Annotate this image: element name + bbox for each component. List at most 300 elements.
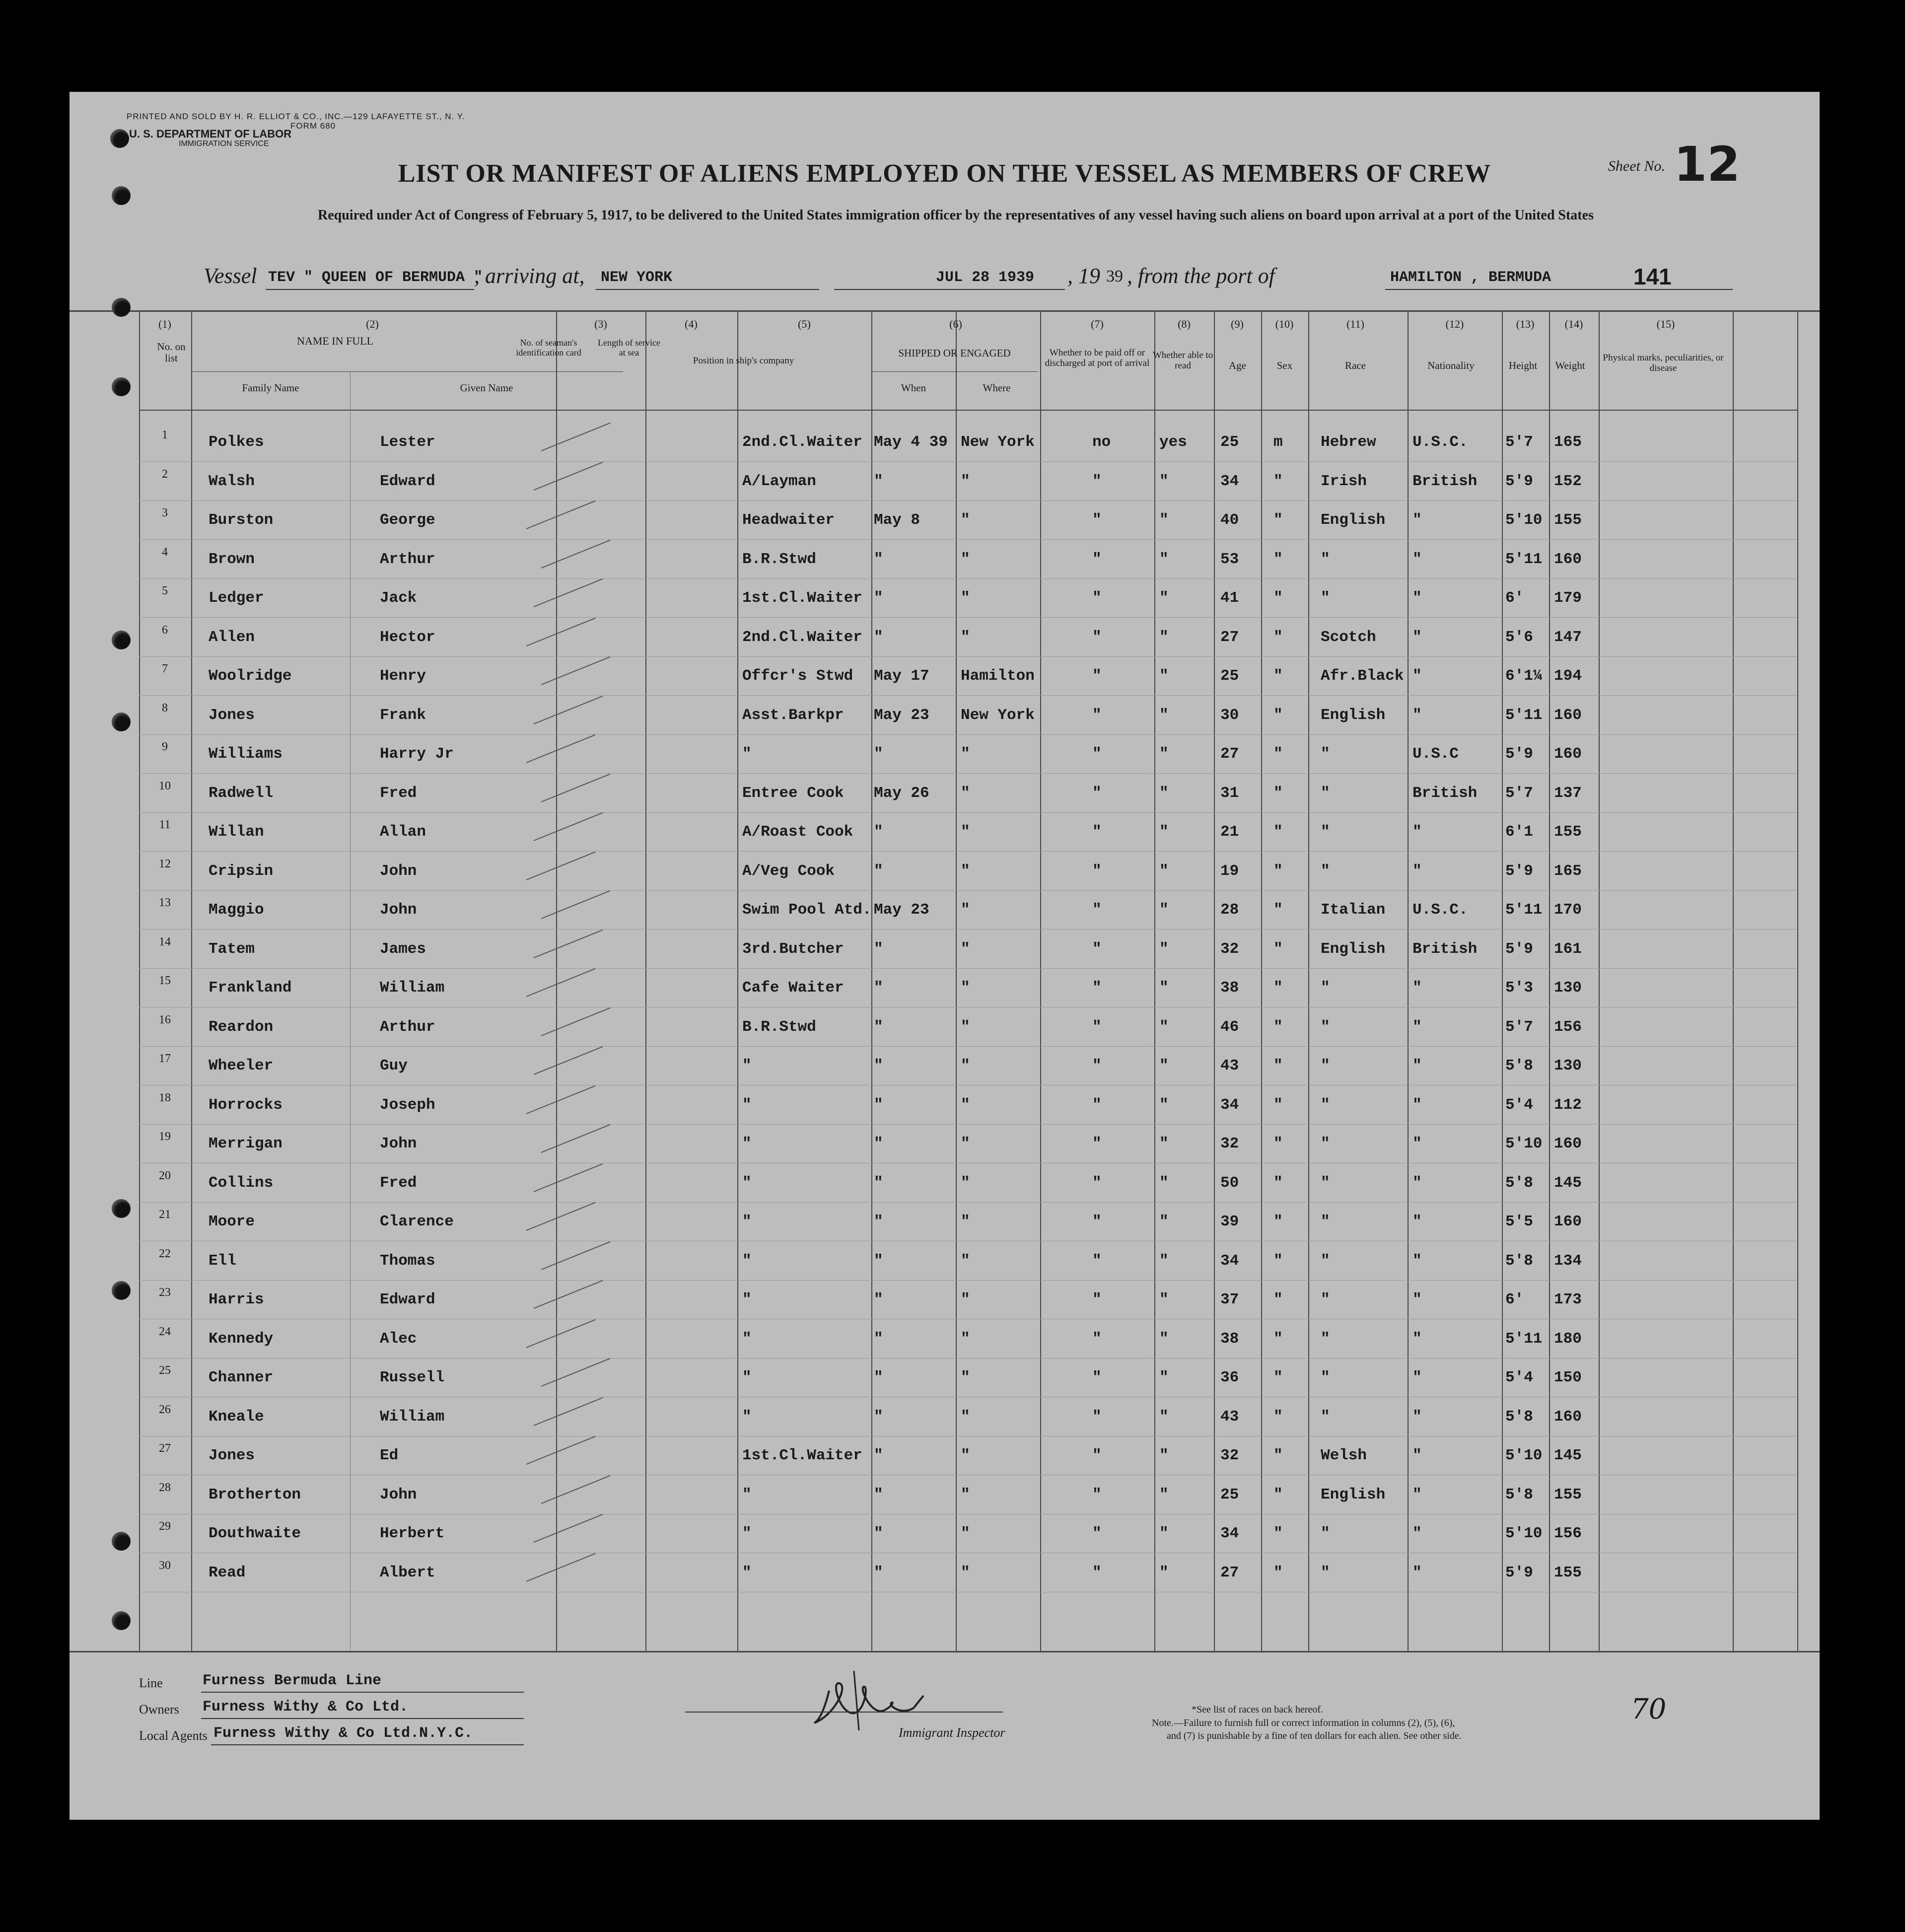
cell-race: "	[1321, 1291, 1330, 1308]
cell-family: Allen	[209, 628, 255, 646]
cell-age: 40	[1220, 511, 1239, 529]
cell-sex: "	[1273, 1486, 1283, 1503]
row-number: 19	[159, 1130, 171, 1143]
header-weight: Weight	[1555, 359, 1585, 371]
service-name: IMMIGRATION SERVICE	[179, 140, 269, 148]
cell-sex: "	[1273, 1447, 1283, 1464]
row-rule	[139, 1202, 1797, 1203]
row-number: 29	[159, 1520, 171, 1533]
cell-race: "	[1321, 979, 1330, 997]
check-mark	[534, 929, 603, 958]
cell-read: "	[1159, 1018, 1169, 1036]
row-number: 1	[162, 429, 168, 441]
cell-when: "	[874, 823, 883, 841]
cell-read: "	[1159, 745, 1169, 763]
cell-nat: "	[1412, 1018, 1422, 1036]
column-rule	[1549, 310, 1550, 1651]
cell-given: Frank	[380, 706, 426, 724]
cell-where: "	[961, 1174, 970, 1192]
column-rule	[1797, 310, 1798, 1651]
cell-family: Tatem	[209, 940, 255, 958]
cell-position: "	[742, 1252, 752, 1270]
cell-sex: "	[1273, 1408, 1283, 1426]
punch-hole	[112, 377, 131, 396]
cell-age: 32	[1220, 1135, 1239, 1152]
cell-given: William	[380, 979, 445, 997]
cell-given: Guy	[380, 1057, 408, 1074]
cell-race: Hebrew	[1321, 433, 1376, 451]
cell-paid: "	[1092, 940, 1102, 958]
cell-sex: "	[1273, 628, 1283, 646]
cell-height: 5'9	[1505, 862, 1533, 880]
cell-weight: 173	[1554, 1291, 1582, 1308]
cell-paid: "	[1092, 823, 1102, 841]
cell-given: John	[380, 1486, 417, 1503]
check-mark	[526, 501, 596, 529]
row-number: 7	[162, 662, 168, 675]
cell-sex: "	[1273, 1564, 1283, 1581]
cell-read: "	[1159, 550, 1169, 568]
cell-sex: "	[1273, 706, 1283, 724]
cell-position: Asst.Barkpr	[742, 706, 844, 724]
cell-where: "	[961, 1564, 970, 1581]
vessel-line	[204, 263, 1743, 293]
cell-paid: "	[1092, 784, 1102, 802]
cell-height: 5'10	[1505, 1447, 1543, 1464]
cell-read: "	[1159, 901, 1169, 919]
header-given: Given Name	[460, 382, 513, 394]
cell-when: "	[874, 1408, 883, 1426]
cell-when: May 8	[874, 511, 920, 529]
row-number: 26	[159, 1403, 171, 1416]
cell-position: "	[742, 1564, 752, 1581]
cell-where: "	[961, 1330, 970, 1348]
cell-age: 32	[1220, 940, 1239, 958]
cell-where: "	[961, 1018, 970, 1036]
cell-paid: "	[1092, 862, 1102, 880]
cell-given: Arthur	[380, 1018, 435, 1036]
cell-position: A/Roast Cook	[742, 823, 853, 841]
cell-age: 21	[1220, 823, 1239, 841]
cell-where: "	[961, 628, 970, 646]
cell-where: "	[961, 901, 970, 919]
cell-weight: 112	[1554, 1096, 1582, 1114]
cell-sex: "	[1273, 1525, 1283, 1542]
cell-age: 30	[1220, 706, 1239, 724]
column-rule	[1502, 310, 1503, 1651]
cell-race: Irish	[1321, 472, 1367, 490]
column-rule	[737, 310, 738, 1651]
cell-paid: "	[1092, 1174, 1102, 1192]
cell-weight: 156	[1554, 1525, 1582, 1542]
cell-position: A/Layman	[742, 472, 816, 490]
row-rule	[139, 968, 1797, 969]
cell-age: 37	[1220, 1291, 1239, 1308]
cell-given: Herbert	[380, 1525, 445, 1542]
cell-weight: 160	[1554, 1135, 1582, 1152]
cell-paid: "	[1092, 1408, 1102, 1426]
cell-age: 34	[1220, 1096, 1239, 1114]
shipped-subheader-rule	[871, 371, 1038, 372]
row-rule	[139, 890, 1797, 891]
stamp-number: 141	[1633, 264, 1672, 289]
cell-where: "	[961, 472, 970, 490]
check-mark	[526, 1319, 596, 1348]
cell-age: 31	[1220, 784, 1239, 802]
cell-position: "	[742, 1057, 752, 1074]
cell-sex: "	[1273, 1291, 1283, 1308]
cell-position: Headwaiter	[742, 511, 835, 529]
cell-where: Hamilton	[961, 667, 1035, 685]
cell-height: 5'9	[1505, 472, 1533, 490]
departure-port: HAMILTON , BERMUDA	[1390, 269, 1552, 286]
cell-sex: "	[1273, 940, 1283, 958]
cell-paid: "	[1092, 472, 1102, 490]
cell-weight: 130	[1554, 1057, 1582, 1074]
check-mark	[534, 695, 603, 724]
cell-age: 32	[1220, 1447, 1239, 1464]
cell-when: "	[874, 1564, 883, 1581]
column-rule	[1261, 310, 1262, 1651]
row-number: 2	[162, 467, 168, 481]
header-no: No. on list	[157, 341, 186, 364]
punch-hole	[112, 1199, 131, 1218]
cell-sex: "	[1273, 1096, 1283, 1114]
cell-position: "	[742, 1369, 752, 1386]
cell-paid: "	[1092, 901, 1102, 919]
cell-age: 27	[1220, 628, 1239, 646]
cell-family: Burston	[209, 511, 274, 529]
cell-age: 19	[1220, 862, 1239, 880]
cell-read: "	[1159, 1174, 1169, 1192]
cell-height: 5'10	[1505, 1525, 1543, 1542]
cell-paid: "	[1092, 1018, 1102, 1036]
cell-paid: "	[1092, 1486, 1102, 1503]
cell-when: "	[874, 1174, 883, 1192]
cell-read: "	[1159, 1447, 1169, 1464]
cell-race: English	[1321, 511, 1386, 529]
column-rule	[1408, 310, 1409, 1651]
vessel-name: TEV " QUEEN OF BERMUDA "	[268, 269, 483, 286]
row-rule	[139, 929, 1797, 930]
cell-sex: m	[1273, 433, 1283, 451]
cell-read: "	[1159, 784, 1169, 802]
row-number: 12	[159, 857, 171, 870]
cell-where: "	[961, 1213, 970, 1230]
cell-when: "	[874, 1486, 883, 1503]
column-number: (5)	[798, 318, 811, 330]
cell-given: Clarence	[380, 1213, 454, 1230]
column-rule	[1733, 310, 1734, 1651]
cell-family: Polkes	[209, 433, 264, 451]
cell-when: "	[874, 862, 883, 880]
cell-position: "	[742, 1135, 752, 1152]
cell-age: 25	[1220, 667, 1239, 685]
column-rule	[191, 310, 192, 1651]
cell-position: "	[742, 1096, 752, 1114]
column-number: (8)	[1178, 318, 1191, 330]
cell-paid: "	[1092, 1447, 1102, 1464]
cell-family: Williams	[209, 745, 282, 763]
cell-weight: 147	[1554, 628, 1582, 646]
cell-where: "	[961, 979, 970, 997]
cell-family: Harris	[209, 1291, 264, 1308]
cell-race: Afr.Black	[1321, 667, 1404, 685]
cell-when: "	[874, 1447, 883, 1464]
check-mark	[541, 423, 611, 451]
cell-paid: "	[1092, 667, 1102, 685]
cell-when: "	[874, 1135, 883, 1152]
column-number: (9)	[1231, 318, 1244, 330]
check-mark	[541, 1358, 611, 1387]
owners-value: Furness Withy & Co Ltd.	[203, 1699, 409, 1716]
row-number: 6	[162, 623, 168, 637]
cell-family: Willan	[209, 823, 264, 841]
column-number: (13)	[1516, 318, 1535, 330]
cell-height: 5'8	[1505, 1252, 1533, 1270]
check-mark	[526, 617, 596, 646]
cell-height: 5'8	[1505, 1174, 1533, 1192]
punch-hole	[112, 186, 131, 205]
cell-position: Offcr's Stwd	[742, 667, 853, 685]
check-mark	[526, 734, 596, 763]
cell-read: "	[1159, 1096, 1169, 1114]
cell-given: Albert	[380, 1564, 435, 1581]
row-number: 16	[159, 1013, 171, 1026]
cell-weight: 194	[1554, 667, 1582, 685]
check-mark	[541, 773, 611, 802]
cell-given: Joseph	[380, 1096, 435, 1114]
cell-family: Brown	[209, 550, 255, 568]
cell-height: 5'7	[1505, 784, 1533, 802]
cell-family: Read	[209, 1564, 246, 1581]
column-rule	[956, 310, 957, 1651]
row-rule	[139, 812, 1797, 813]
cell-read: "	[1159, 940, 1169, 958]
cell-age: 43	[1220, 1057, 1239, 1074]
cell-nat: U.S.C.	[1412, 433, 1468, 451]
cell-position: 1st.Cl.Waiter	[742, 1447, 862, 1464]
row-number: 28	[159, 1481, 171, 1494]
cell-position: 2nd.Cl.Waiter	[742, 433, 862, 451]
column-rule	[556, 310, 557, 1651]
cell-nat: "	[1412, 1252, 1422, 1270]
cell-family: Wheeler	[209, 1057, 274, 1074]
cell-sex: "	[1273, 472, 1283, 490]
year-label: , 19	[1067, 264, 1100, 288]
cell-weight: 156	[1554, 1018, 1582, 1036]
cell-nat: "	[1412, 706, 1422, 724]
cell-height: 5'6	[1505, 628, 1533, 646]
row-number: 15	[159, 974, 171, 987]
row-number: 22	[159, 1247, 171, 1260]
table-bottom-rule	[70, 1651, 1820, 1652]
cell-sex: "	[1273, 1018, 1283, 1036]
cell-given: Fred	[380, 1174, 417, 1192]
cell-height: 5'10	[1505, 1135, 1543, 1152]
cell-position: Swim Pool Atd.	[742, 901, 872, 919]
cell-given: Ed	[380, 1447, 399, 1464]
inspector-label: Immigrant Inspector	[899, 1725, 1005, 1740]
row-number: 23	[159, 1286, 171, 1299]
cell-height: 5'4	[1505, 1369, 1533, 1386]
cell-position: "	[742, 1408, 752, 1426]
check-mark	[526, 1436, 596, 1465]
cell-position: B.R.Stwd	[742, 550, 816, 568]
cell-position: "	[742, 1291, 752, 1308]
cell-age: 38	[1220, 1330, 1239, 1348]
manifest-sheet	[70, 92, 1820, 1820]
cell-where: "	[961, 1252, 970, 1270]
cell-when: May 26	[874, 784, 929, 802]
cell-weight: 160	[1554, 1408, 1582, 1426]
cell-family: Ledger	[209, 589, 264, 607]
cell-age: 34	[1220, 1525, 1239, 1542]
department-name: U. S. DEPARTMENT OF LABOR	[129, 128, 292, 140]
cell-race: "	[1321, 1174, 1330, 1192]
cell-position: "	[742, 1525, 752, 1542]
cell-weight: 160	[1554, 1213, 1582, 1230]
punch-hole	[112, 1611, 131, 1630]
cell-sex: "	[1273, 901, 1283, 919]
cell-height: 5'5	[1505, 1213, 1533, 1230]
row-number: 10	[159, 779, 171, 792]
cell-where: "	[961, 1057, 970, 1074]
cell-nat: "	[1412, 1174, 1422, 1192]
column-rule	[1040, 310, 1041, 1651]
cell-nat: "	[1412, 628, 1422, 646]
cell-race: "	[1321, 1330, 1330, 1348]
cell-position: B.R.Stwd	[742, 1018, 816, 1036]
cell-where: "	[961, 511, 970, 529]
header-physical: Physical marks, peculiarities, or disease	[1603, 353, 1724, 373]
cell-family: Horrocks	[209, 1096, 282, 1114]
cell-nat: "	[1412, 862, 1422, 880]
cell-read: "	[1159, 1252, 1169, 1270]
column-number: (3)	[594, 318, 607, 330]
cell-given: Fred	[380, 784, 417, 802]
cell-nat: "	[1412, 979, 1422, 997]
cell-read: "	[1159, 628, 1169, 646]
cell-given: George	[380, 511, 435, 529]
cell-where: "	[961, 1096, 970, 1114]
arriving-port: NEW YORK	[601, 269, 673, 286]
column-number: (15)	[1656, 318, 1675, 330]
cell-height: 5'9	[1505, 745, 1533, 763]
cell-position: "	[742, 1213, 752, 1230]
cell-nat: "	[1412, 1447, 1422, 1464]
owners-label: Owners	[139, 1702, 179, 1717]
cell-read: "	[1159, 1486, 1169, 1503]
races-note: *See list of races on back hereof.	[1192, 1704, 1323, 1715]
cell-when: May 17	[874, 667, 929, 685]
cell-race: "	[1321, 1096, 1330, 1114]
cell-family: Maggio	[209, 901, 264, 919]
header-seaman-card: No. of seaman's identification card	[516, 338, 581, 358]
column-rule	[1214, 310, 1215, 1651]
cell-read: "	[1159, 1213, 1169, 1230]
cell-when: "	[874, 628, 883, 646]
cell-paid: no	[1092, 433, 1111, 451]
check-mark	[541, 539, 611, 568]
cell-nat: British	[1412, 472, 1478, 490]
cell-height: 5'11	[1505, 1330, 1543, 1348]
cell-read: "	[1159, 1057, 1169, 1074]
cell-age: 43	[1220, 1408, 1239, 1426]
row-rule	[139, 539, 1797, 540]
header-age: Age	[1229, 359, 1246, 371]
cell-given: Edward	[380, 472, 435, 490]
cell-where: New York	[961, 433, 1035, 451]
header-where: Where	[983, 382, 1011, 394]
cell-read: "	[1159, 589, 1169, 607]
row-rule	[139, 656, 1797, 657]
cell-height: 5'8	[1505, 1408, 1533, 1426]
cell-nat: "	[1412, 1369, 1422, 1386]
cell-nat: "	[1412, 1486, 1422, 1503]
cell-family: Kneale	[209, 1408, 264, 1426]
header-position: Position in ship's company	[693, 356, 794, 366]
cell-height: 5'9	[1505, 940, 1533, 958]
cell-when: "	[874, 1525, 883, 1542]
cell-race: "	[1321, 1525, 1330, 1542]
column-number: (2)	[366, 318, 379, 330]
column-number: (4)	[685, 318, 698, 330]
cell-sex: "	[1273, 1330, 1283, 1348]
cell-where: "	[961, 1447, 970, 1464]
row-number: 30	[159, 1559, 171, 1572]
cell-when: "	[874, 979, 883, 997]
check-mark	[534, 461, 603, 490]
cell-race: English	[1321, 706, 1386, 724]
cell-height: 6'	[1505, 589, 1524, 607]
column-number: (1)	[158, 318, 171, 330]
cell-given: Arthur	[380, 550, 435, 568]
arriving-label: , arriving at,	[474, 264, 585, 288]
cell-paid: "	[1092, 1330, 1102, 1348]
cell-given: William	[380, 1408, 445, 1426]
cell-where: "	[961, 550, 970, 568]
column-number: (14)	[1564, 318, 1583, 330]
header-height: Height	[1508, 359, 1538, 371]
cell-sex: "	[1273, 784, 1283, 802]
cell-height: 5'11	[1505, 706, 1543, 724]
column-number: (6)	[949, 318, 962, 330]
cell-paid: "	[1092, 1369, 1102, 1386]
cell-family: Reardon	[209, 1018, 274, 1036]
cell-when: "	[874, 1369, 883, 1386]
cell-weight: 150	[1554, 1369, 1582, 1386]
cell-race: "	[1321, 862, 1330, 880]
cell-sex: "	[1273, 1252, 1283, 1270]
check-mark	[534, 1280, 603, 1309]
cell-paid: "	[1092, 745, 1102, 763]
row-number: 9	[162, 740, 168, 753]
cell-age: 41	[1220, 589, 1239, 607]
header-name: NAME IN FULL	[297, 335, 373, 347]
cell-given: James	[380, 940, 426, 958]
cell-family: Walsh	[209, 472, 255, 490]
cell-age: 27	[1220, 745, 1239, 763]
cell-paid: "	[1092, 1252, 1102, 1270]
cell-height: 6'1	[1505, 823, 1533, 841]
row-number: 25	[159, 1364, 171, 1377]
check-mark	[541, 1475, 611, 1503]
column-number: (11)	[1346, 318, 1364, 330]
column-number: (12)	[1445, 318, 1464, 330]
cell-family: Jones	[209, 1447, 255, 1464]
row-number: 11	[159, 818, 171, 831]
